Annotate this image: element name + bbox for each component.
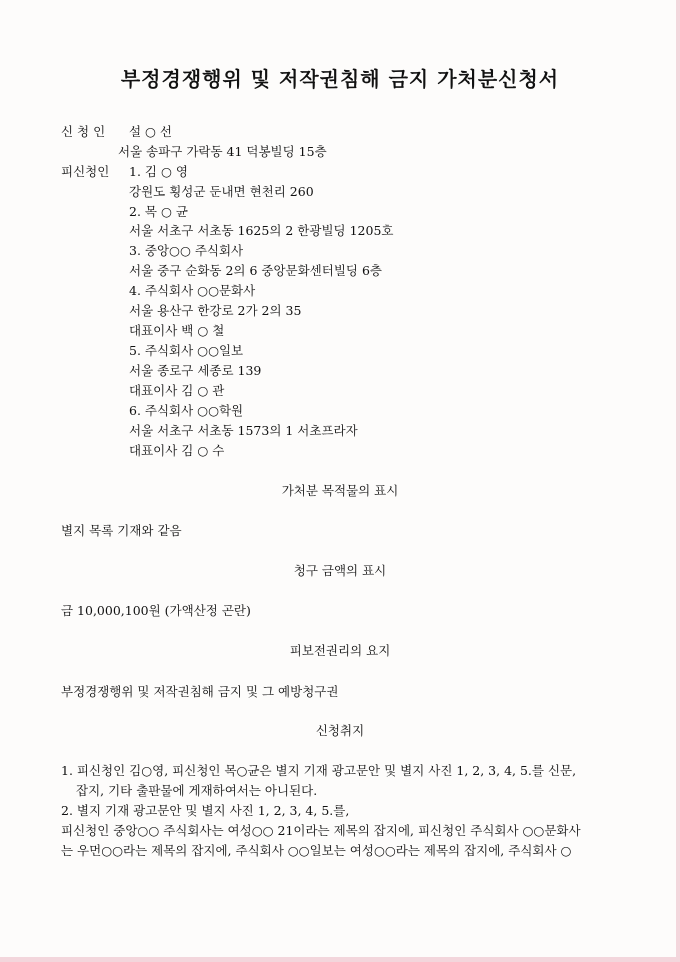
purpose-item2-line3: 는 우먼○○라는 제목의 잡지에, 주식회사 ○○일보는 여성○○라는 제목의 잡지에, 주식회사 ○ [61,843,572,858]
purpose-item2-line1: 2. 별지 기재 광고문안 및 별지 사진 1, 2, 3, 4, 5.를, [61,803,350,818]
page-edge-right [676,0,680,962]
applicant-label: 신 청 인 [61,124,106,139]
section-heading-amount: 청구 금액의 표시 [293,563,387,578]
respondent-line: 4. 주식회사 ○○문화사 [129,283,256,298]
respondent-label: 피신청인 [61,164,110,179]
section-heading-purpose: 신청취지 [315,723,365,738]
section-body-right: 부정경쟁행위 및 저작권침해 금지 및 그 예방청구권 [61,684,339,699]
purpose-item1-line1: 1. 피신청인 김○영, 피신청인 목○균은 별지 기재 광고문안 및 별지 사진 1, 2, 3, 4, 5.를 신문, [61,763,577,778]
respondent-line: 서울 중구 순화동 2의 6 중앙문화센터빌딩 6층 [129,263,382,278]
respondent-line: 5. 주식회사 ○○일보 [129,343,244,358]
respondent-line: 6. 주식회사 ○○학원 [129,403,244,418]
purpose-item1-line2: 잡지, 기타 출판물에 게재하여서는 아니된다. [76,783,318,798]
respondent-line: 대표이사 김 ○ 관 [129,383,225,398]
applicant-name: 설 ○ 선 [129,124,173,139]
respondent-line: 대표이사 백 ○ 철 [129,323,225,338]
section-body-target: 별지 목록 기재와 같음 [61,523,182,538]
respondent-line: 서울 서초구 서초동 1573의 1 서초프라자 [129,423,358,438]
respondent-line: 서울 종로구 세종로 139 [129,363,262,378]
respondent-line: 3. 중앙○○ 주식회사 [129,243,244,258]
respondent-line: 서울 용산구 한강로 2가 2의 35 [129,303,302,318]
page-edge-bottom [0,957,680,962]
respondent-line: 1. 김 ○ 영 [129,164,188,179]
applicant-address: 서울 송파구 가락동 41 덕봉빌딩 15층 [118,144,327,159]
respondent-line: 2. 목 ○ 균 [129,204,188,219]
respondent-line: 대표이사 김 ○ 수 [129,443,225,458]
section-heading-target: 가처분 목적물의 표시 [281,483,399,498]
purpose-item2-line2: 피신청인 중앙○○ 주식회사는 여성○○ 21이라는 제목의 잡지에, 피신청인 주식회사 ○○문화사 [61,823,581,838]
respondent-line: 강원도 횡성군 둔내면 현천리 260 [129,184,314,199]
document-title: 부정경쟁행위 및 저작권침해 금지 가처분신청서 [120,67,560,91]
section-heading-right: 피보전권리의 요지 [289,643,391,658]
respondent-line: 서울 서초구 서초동 1625의 2 한광빌딩 1205호 [129,223,394,238]
section-body-amount: 금 10,000,100원 (가액산정 곤란) [61,603,251,618]
